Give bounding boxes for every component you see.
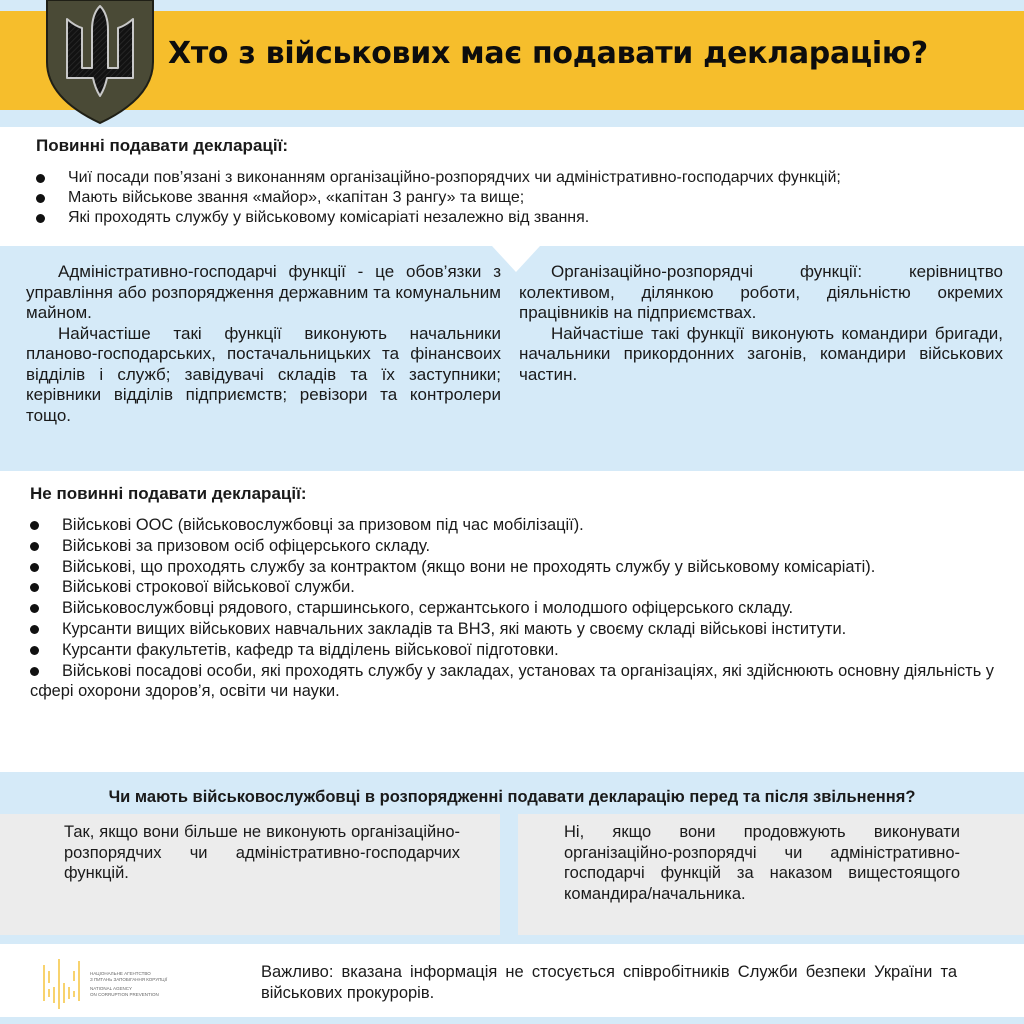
list-item: Військові за призовом осіб офіцерського складу. xyxy=(30,536,994,557)
list-item: Які проходять службу у військовому комісаріаті незалежно від звання. xyxy=(36,208,1016,228)
bullet-icon xyxy=(30,521,39,530)
nacp-logo-text: НАЦІОНАЛЬНЕ АГЕНТСТВО З ПИТАНЬ ЗАПОБІГАННЯ КОРУПЦІЇ NATIONAL AGENCY ON CORRUPTION PREVENTION xyxy=(90,971,168,997)
footer-bottom-strip xyxy=(0,1017,1024,1024)
definition-paragraph: Найчастіше такі функції виконують командири бригади, начальники прикордонних загонів, командири військових частин. xyxy=(519,323,1003,384)
answer-no-text: Ні, якщо вони продовжують виконувати організаційно-розпорядчі чи адміністративно-господарчі функцій за наказом вищестоящого командира/начальника. xyxy=(564,823,960,903)
answer-yes-box xyxy=(0,814,500,935)
list-item: Військові посадові особи, які проходять службу у закладах, установах та організаціях, які здійснюють основну діяльність у сфері охорони здоров’я, освіти чи науки. xyxy=(30,661,994,701)
must-file-heading: Повинні подавати декларації: xyxy=(36,136,289,155)
definition-paragraph: Організаційно-розпорядчі функції: керівництво колективом, ділянкою роботи, діяльністю окремих працівників на підприємствах. xyxy=(519,262,1003,322)
page-title: Хто з військових має подавати декларацію? xyxy=(168,36,928,71)
admin-functions-definition xyxy=(26,262,501,426)
bullet-icon xyxy=(30,625,39,634)
bullet-icon xyxy=(30,667,39,676)
list-item: Чиї посади пов’язані з виконанням організаційно-розпорядчих чи адміністративно-господарчих функцій; xyxy=(36,168,1016,188)
list-item: Курсанти факультетів, кафедр та відділень військової підготовки. xyxy=(30,640,994,661)
definition-paragraph: Найчастіше такі функції виконують начальники планово-господарських, постачальницьких та фінансвоих відділів і служб; завідувачі складів та їх заступники; керівники відділів підприємств; ревізори та контролери тощо. xyxy=(26,323,501,425)
bullet-icon xyxy=(30,583,39,592)
bullet-icon xyxy=(36,174,45,183)
bullet-icon xyxy=(30,542,39,551)
must-file-list xyxy=(36,168,1016,228)
trident-shield-icon xyxy=(45,0,155,124)
definition-paragraph: Адміністративно-господарчі функції - це обов’язки з управління або розпорядження державним та комунальним майном. xyxy=(26,262,501,322)
must-not-file-list xyxy=(30,515,994,702)
answer-yes-text: Так, якщо вони більше не виконують організаційно-розпорядчих чи адміністративно-господарчих функцій. xyxy=(64,823,460,882)
org-functions-definition xyxy=(519,262,1003,385)
bullet-icon xyxy=(30,604,39,613)
bullet-icon xyxy=(30,646,39,655)
nacp-bars-logo-icon xyxy=(42,957,82,1009)
answer-no-box xyxy=(518,814,1024,935)
nacp-logo xyxy=(42,957,192,1009)
list-item: Військові, що проходять службу за контрактом (якщо вони не проходять службу у військовому комісаріаті). xyxy=(30,557,994,578)
bullet-icon xyxy=(30,563,39,572)
list-item: Мають військове звання «майор», «капітан 3 рангу» та вище; xyxy=(36,188,1016,208)
important-note: Важливо: вказана інформація не стосується співробітників Служби безпеки України та військових прокурорів. xyxy=(261,963,957,1002)
must-not-file-heading: Не повинні подавати декларації: xyxy=(30,484,307,503)
bullet-icon xyxy=(36,194,45,203)
list-item: Курсанти вищих військових навчальних закладів та ВНЗ, які мають у своєму складі військові інститути. xyxy=(30,619,994,640)
dismissal-question-heading: Чи мають військовослужбовці в розпорядженні подавати декларацію перед та після звільнення? xyxy=(108,788,916,806)
list-item: Військові строкової військової служби. xyxy=(30,577,994,598)
list-item: Військові ООС (військовослужбовці за призовом під час мобілізації). xyxy=(30,515,994,536)
list-item: Військовослужбовці рядового, старшинського, сержантського і молодшого офіцерського складу. xyxy=(30,598,994,619)
bullet-icon xyxy=(36,214,45,223)
